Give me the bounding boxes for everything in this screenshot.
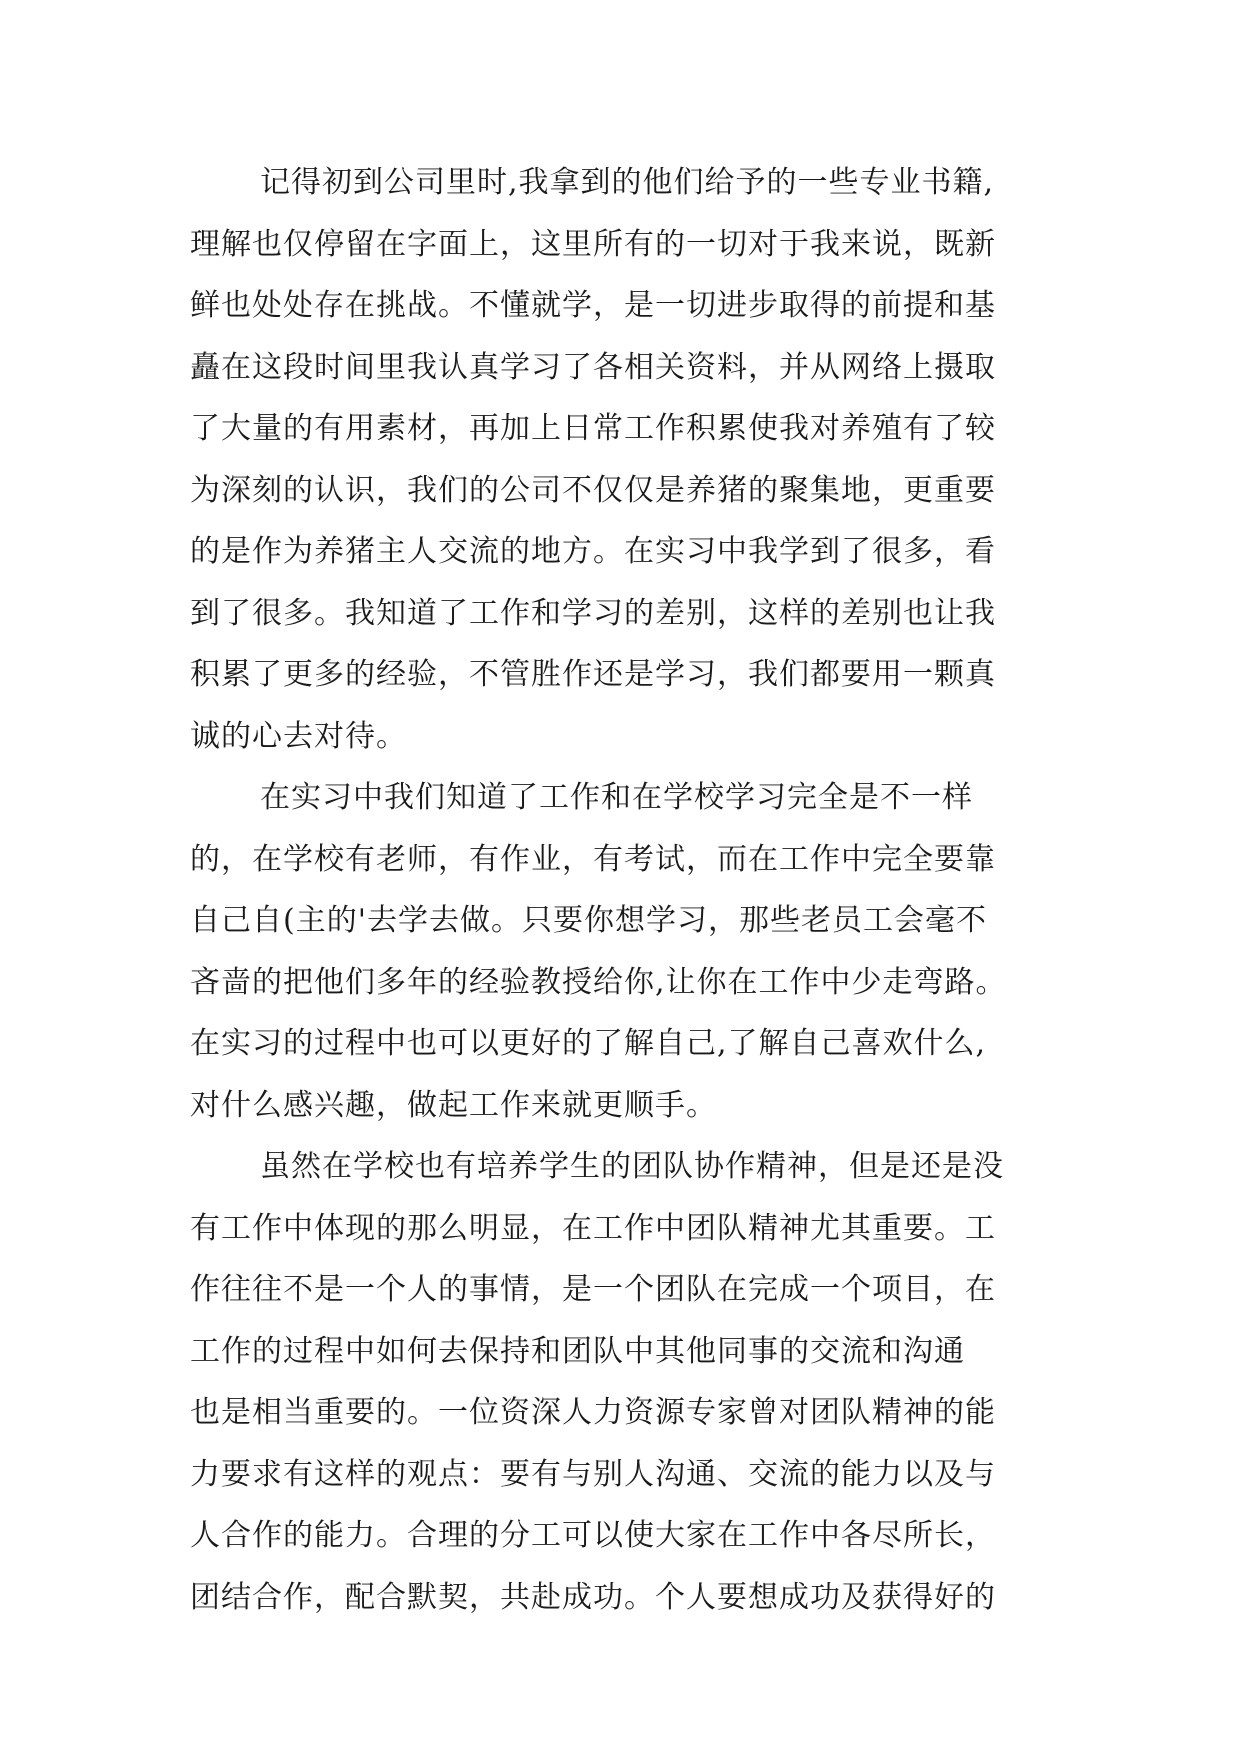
paragraph-3-line-6: 力要求有这样的观点：要有与别人沟通、交流的能力以及与 xyxy=(190,1456,996,1492)
paragraph-3-line-7: 人合作的能力。合理的分工可以使大家在工作中各尽所长， xyxy=(190,1518,996,1553)
paragraph-1-line-4: 矗在这段时间里我认真学习了各相关资料，并从网络上摄取 xyxy=(190,349,996,385)
paragraph-2-line-1: 在实习中我们知道了工作和在学校学习完全是不一样 xyxy=(260,780,973,815)
paragraph-1-line-2: 理解也仅停留在字面上，这里所有的一切对于我来说，既新 xyxy=(190,226,996,262)
paragraph-1-line-7: 的是作为养猪主人交流的地方。在实习中我学到了很多，看 xyxy=(190,534,996,569)
paragraph-3-line-1: 虽然在学校也有培养学生的团队协作精神，但是还是没 xyxy=(260,1149,1004,1184)
paragraph-2-line-6: 对什么感兴趣，做起工作来就更顺手。 xyxy=(190,1087,717,1123)
paragraph-3-line-3: 作往往不是一个人的事情，是一个团队在完成一个项目，在 xyxy=(190,1272,996,1307)
paragraph-2-line-4: 吝啬的把他们多年的经验教授给你,让你在工作中少走弯路。 xyxy=(190,964,1007,1000)
paragraph-3-line-4: 工作的过程中如何去保持和团队中其他同事的交流和沟通 xyxy=(190,1333,965,1369)
paragraph-2-line-2: 的，在学校有老师，有作业，有考试，而在工作中完全要靠 xyxy=(190,841,996,877)
paragraph-1-line-9: 积累了更多的经验，不管胜作还是学习，我们都要用一颗真 xyxy=(190,657,996,692)
paragraph-1-line-5: 了大量的有用素材，再加上日常工作积累使我对养殖有了较 xyxy=(190,411,996,446)
body-text xyxy=(190,163,1090,1639)
paragraph-3-line-2: 有工作中体现的那么明显，在工作中团队精神尤其重要。工 xyxy=(190,1210,996,1246)
paragraph-3-line-5: 也是相当重要的。一位资深人力资源专家曾对团队精神的能 xyxy=(190,1395,996,1430)
paragraph-1-line-3: 鲜也处处存在挑战。不懂就学，是一切进步取得的前提和基 xyxy=(190,288,996,323)
paragraph-1-line-10: 诚的心去对待。 xyxy=(190,718,407,754)
paragraph-2-line-3: 自己自(主的'去学去做。只要你想学习，那些老员工会毫不 xyxy=(190,903,987,938)
paragraph-1-line-1: 记得初到公司里时,我拿到的他们给予的一些专业书籍, xyxy=(260,165,995,200)
paragraph-3-line-8: 团结合作，配合默契，共赴成功。个人要想成功及获得好的 xyxy=(190,1579,996,1615)
paragraph-2-line-5: 在实习的过程中也可以更好的了解自己,了解自己喜欢什么, xyxy=(190,1026,987,1061)
paragraph-1-line-8: 到了很多。我知道了工作和学习的差别，这样的差别也让我 xyxy=(190,595,996,631)
paragraph-1-line-6: 为深刻的认识，我们的公司不仅仅是养猪的聚集地，更重要 xyxy=(190,472,996,508)
